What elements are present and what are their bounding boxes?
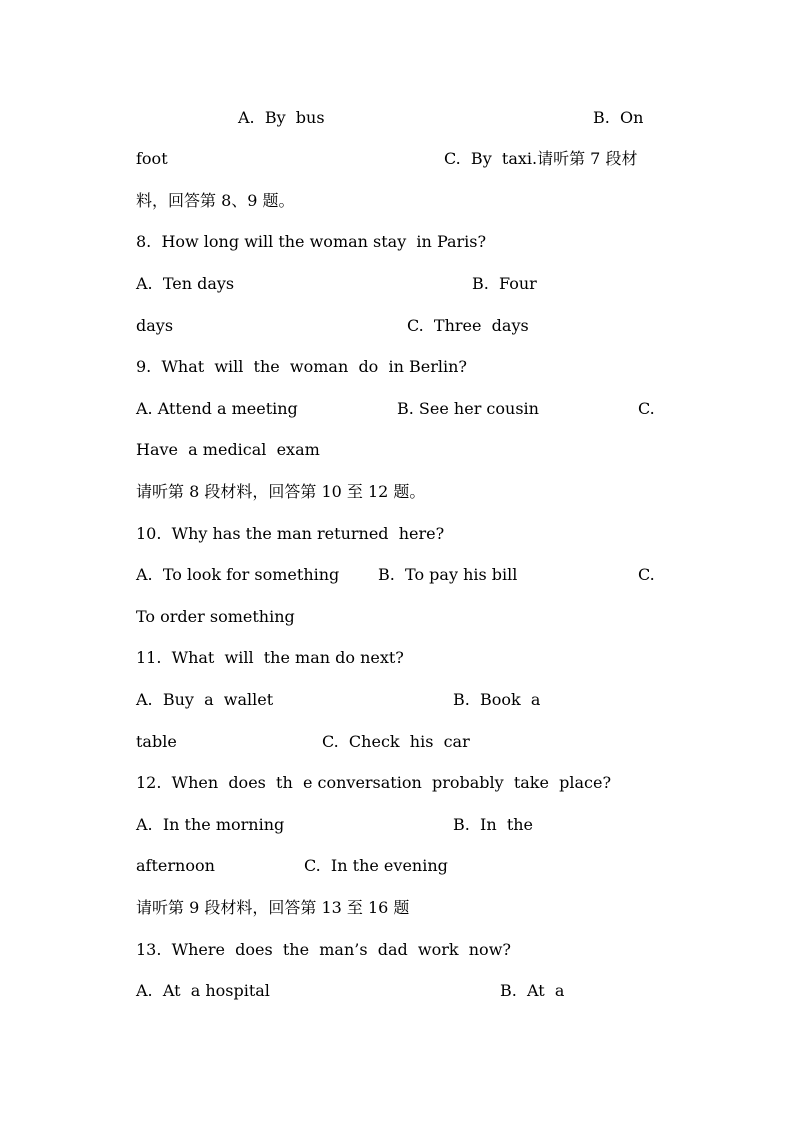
section-9-instruction: 请听第 9 段材料，回答第 13 至 16 题 <box>136 898 410 917</box>
q8-option-b-cont: days <box>136 316 174 335</box>
question-9: 9. What will the woman do in Berlin? <box>136 357 467 376</box>
q12-option-a: A. In the morning <box>136 815 285 834</box>
section-7-instruction: 料，回答第 8、9 题。 <box>136 191 295 210</box>
q13-option-b: B. At a <box>500 981 565 1000</box>
q12-option-c: C. In the evening <box>304 856 448 875</box>
q9-option-b: B. See her cousin <box>397 399 539 418</box>
q9-option-a: A. Attend a meeting <box>136 399 298 418</box>
section-8-instruction: 请听第 8 段材料，回答第 10 至 12 题。 <box>136 482 426 501</box>
q13-option-a: A. At a hospital <box>136 981 270 1000</box>
q11-option-c: C. Check his car <box>322 732 470 751</box>
question-11: 11. What will the man do next? <box>136 648 404 667</box>
question-12: 12. When does th e conversation probably take place? <box>136 773 612 792</box>
q11-option-b: B. Book a <box>453 690 541 709</box>
q7-option-b: B. On <box>593 108 644 127</box>
q10-option-b: B. To pay his bill <box>378 565 518 584</box>
q9-option-c-label: C. <box>638 399 655 418</box>
q10-option-c-text: To order something <box>136 607 295 626</box>
q9-option-c-text: Have a medical exam <box>136 440 320 459</box>
q12-option-b: B. In the <box>453 815 534 834</box>
q10-option-a: A. To look for something <box>136 565 340 584</box>
q11-option-a: A. Buy a wallet <box>136 690 274 709</box>
q7-option-a: A. By bus <box>238 108 325 127</box>
question-8: 8. How long will the woman stay in Paris? <box>136 232 487 251</box>
q7-option-b-cont: foot <box>136 149 168 168</box>
q8-option-a: A. Ten days <box>136 274 235 293</box>
question-13: 13. Where does the man’s dad work now? <box>136 940 511 959</box>
q8-option-b: B. Four <box>472 274 537 293</box>
q12-option-b-cont: afternoon <box>136 856 215 875</box>
q8-option-c: C. Three days <box>407 316 529 335</box>
q7-option-c-and-section-7: C. By taxi.请听第 7 段材 <box>444 149 638 168</box>
q11-option-b-cont: table <box>136 732 177 751</box>
q10-option-c-label: C. <box>638 565 655 584</box>
question-10: 10. Why has the man returned here? <box>136 524 445 543</box>
